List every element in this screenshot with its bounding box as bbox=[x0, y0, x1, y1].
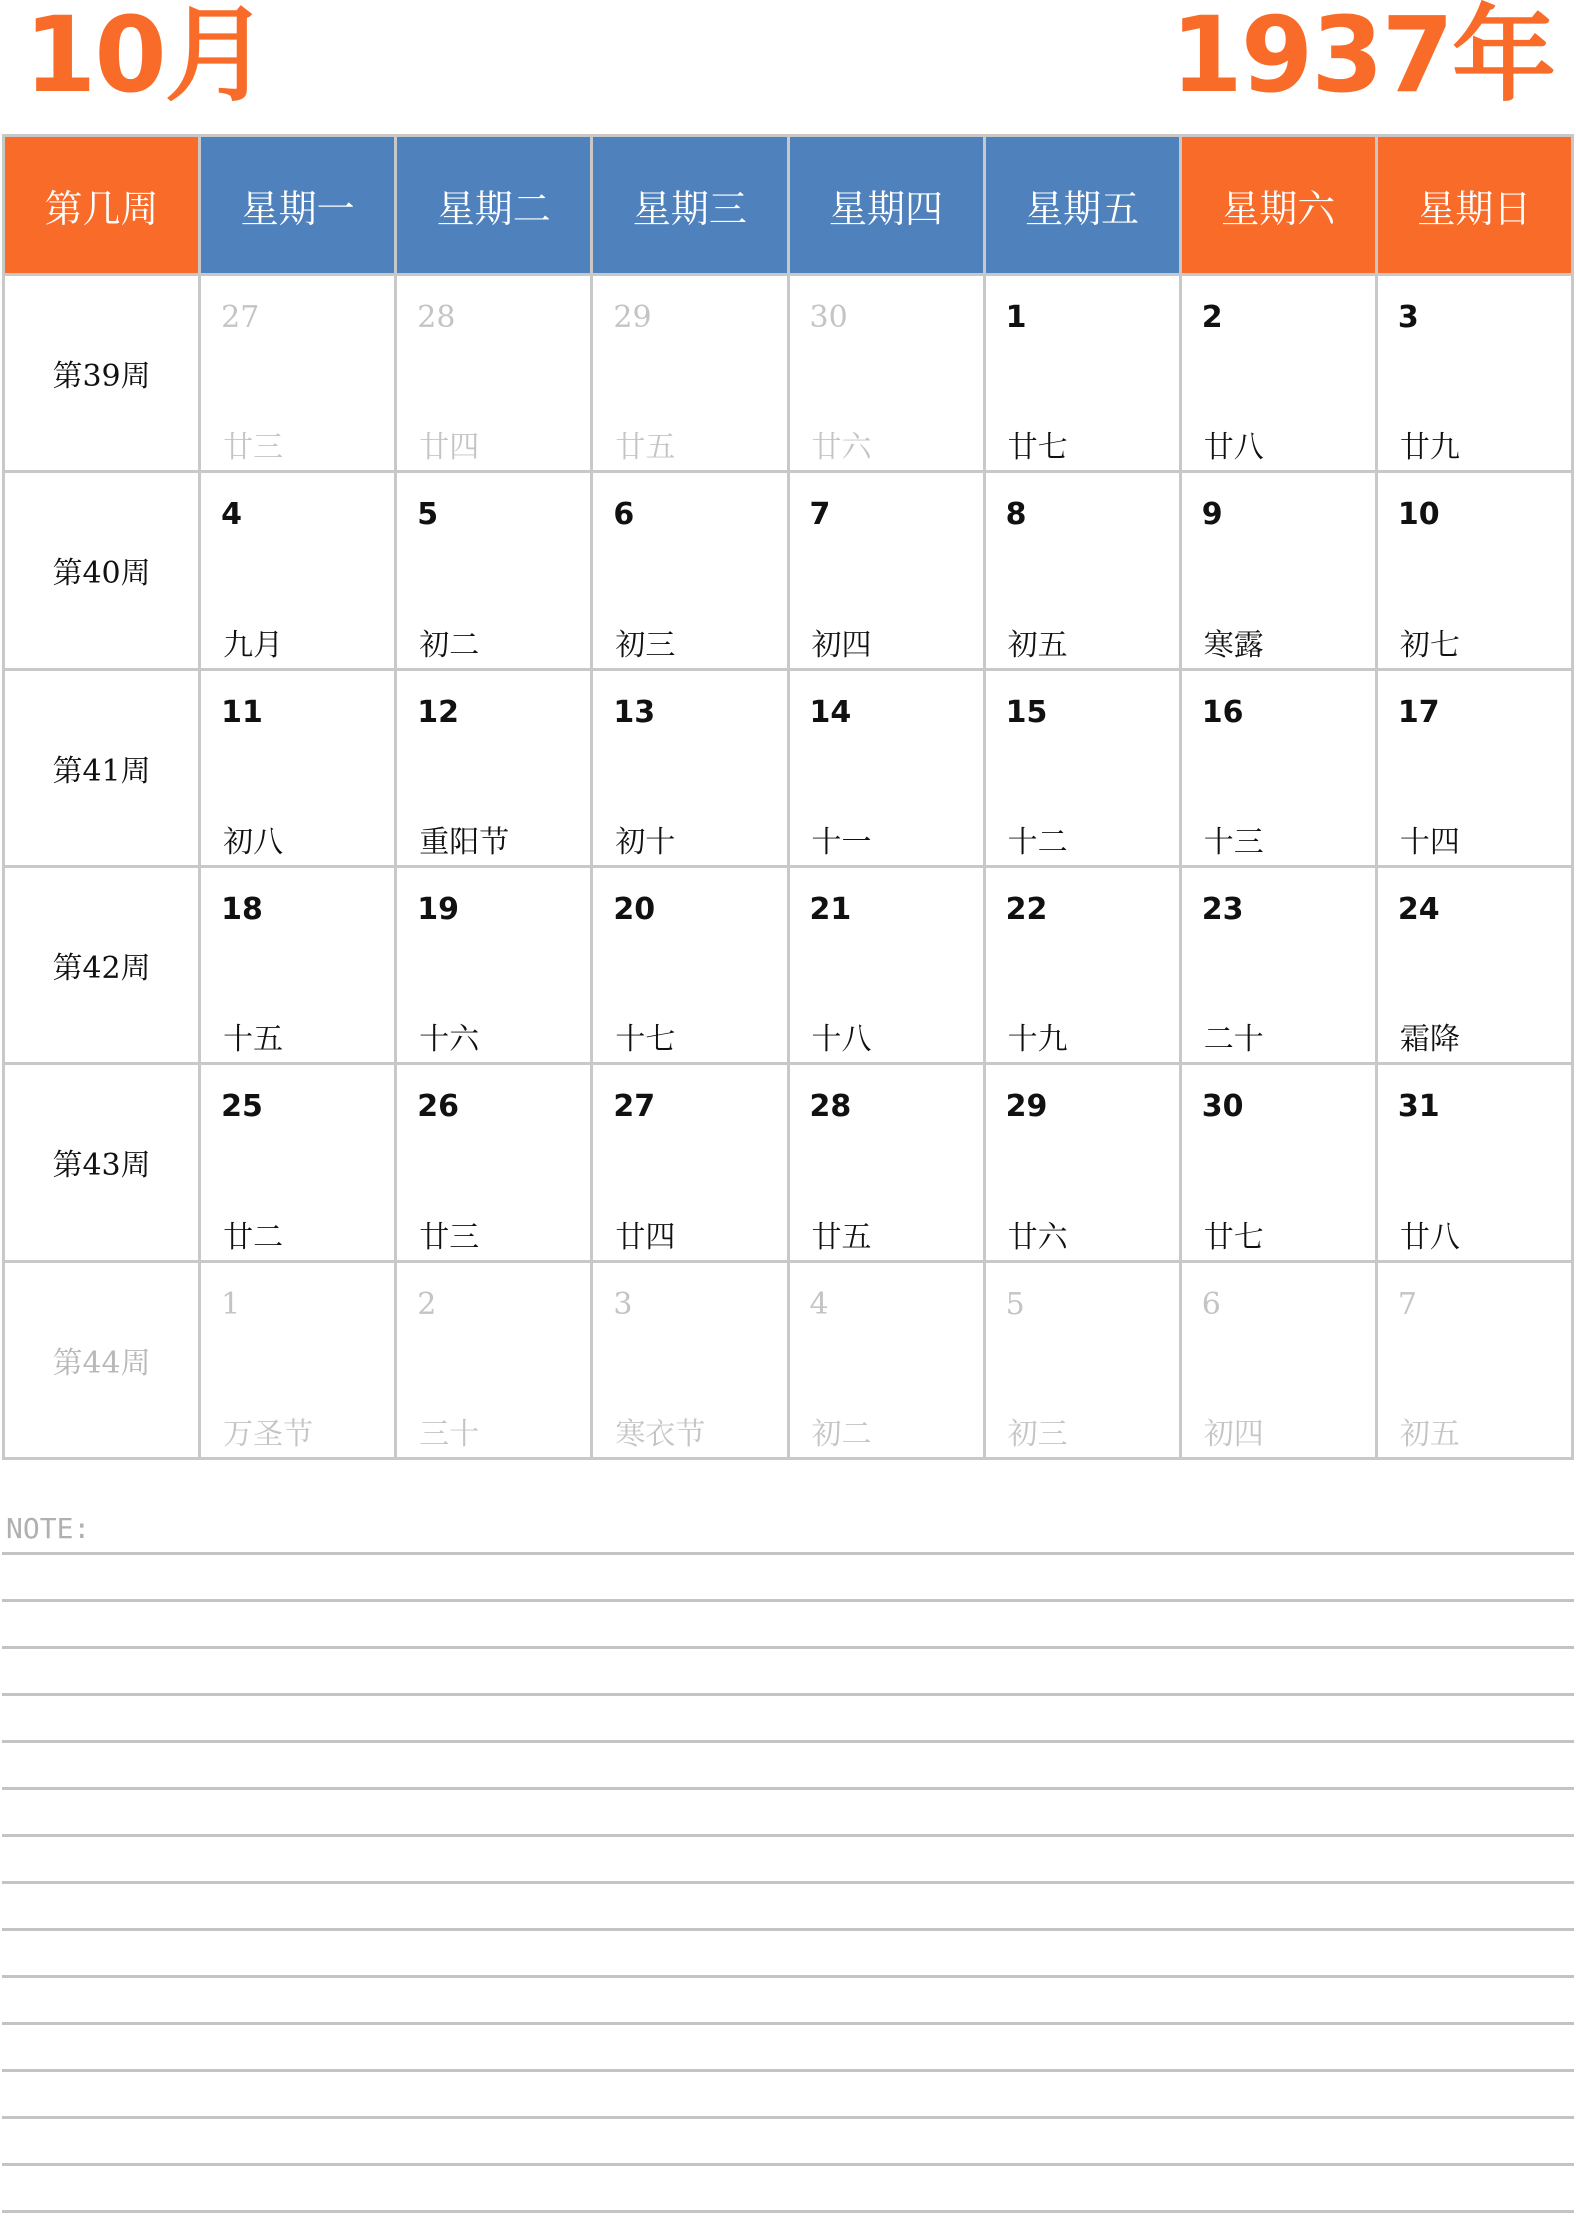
note-line bbox=[2, 1834, 1574, 1837]
day-cell[interactable] bbox=[396, 472, 592, 669]
lunar-date: 十五 bbox=[223, 1022, 284, 1058]
lunar-date: 十四 bbox=[1399, 824, 1460, 860]
day-cell[interactable] bbox=[200, 472, 396, 669]
weekday-header-row bbox=[4, 136, 1573, 275]
day-cell[interactable] bbox=[592, 275, 788, 472]
day-cell[interactable] bbox=[984, 472, 1180, 669]
day-number: 25 bbox=[221, 1089, 263, 1125]
lunar-date: 寒露 bbox=[1203, 627, 1264, 663]
day-number: 7 bbox=[809, 497, 831, 533]
day-number: 29 bbox=[613, 300, 652, 335]
note-line bbox=[2, 1646, 1574, 1649]
note-line bbox=[2, 1599, 1574, 1602]
lunar-date: 初十 bbox=[615, 824, 676, 860]
year-title: 1937年 bbox=[1170, 0, 1554, 116]
day-cell[interactable] bbox=[396, 275, 592, 472]
lunar-date: 霜降 bbox=[1399, 1022, 1460, 1058]
day-number: 29 bbox=[1005, 1089, 1048, 1125]
day-number: 26 bbox=[417, 1089, 459, 1125]
lunar-date: 十六 bbox=[419, 1022, 480, 1058]
header-thursday: 星期四 bbox=[788, 136, 984, 275]
day-cell[interactable] bbox=[984, 669, 1180, 866]
lunar-date: 廿八 bbox=[1203, 430, 1264, 466]
lunar-date: 廿六 bbox=[811, 430, 872, 466]
note-label: NOTE: bbox=[6, 1512, 91, 1545]
day-number: 19 bbox=[417, 891, 459, 927]
note-line bbox=[2, 2069, 1574, 2072]
day-number: 4 bbox=[809, 1286, 829, 1322]
day-cell[interactable] bbox=[788, 472, 984, 669]
day-number: 28 bbox=[809, 1089, 852, 1125]
day-number: 1 bbox=[221, 1286, 241, 1322]
lunar-date: 初五 bbox=[1007, 627, 1068, 663]
week-row bbox=[4, 275, 1573, 472]
note-line bbox=[2, 1975, 1574, 1978]
lunar-date: 廿三 bbox=[419, 1219, 480, 1255]
day-cell[interactable] bbox=[1376, 1261, 1572, 1458]
day-number: 24 bbox=[1397, 891, 1440, 927]
lunar-date: 初五 bbox=[1399, 1417, 1460, 1452]
note-line bbox=[2, 2022, 1574, 2025]
day-cell[interactable] bbox=[984, 866, 1180, 1063]
day-cell[interactable] bbox=[592, 669, 788, 866]
day-cell[interactable] bbox=[1180, 472, 1376, 669]
lunar-date: 初三 bbox=[1007, 1417, 1068, 1452]
day-cell[interactable] bbox=[200, 866, 396, 1063]
lunar-date: 初二 bbox=[811, 1417, 872, 1452]
day-number: 3 bbox=[613, 1286, 633, 1322]
note-line bbox=[2, 2210, 1574, 2213]
lunar-date: 廿五 bbox=[811, 1219, 872, 1255]
day-cell[interactable] bbox=[592, 1064, 788, 1261]
day-cell[interactable] bbox=[200, 1064, 396, 1261]
day-cell[interactable] bbox=[1180, 669, 1376, 866]
lunar-date: 廿四 bbox=[615, 1219, 676, 1255]
week-number-label: 第41周 bbox=[4, 669, 200, 866]
lunar-date: 二十 bbox=[1203, 1022, 1264, 1058]
note-line bbox=[2, 1693, 1574, 1696]
lunar-date: 廿四 bbox=[419, 430, 480, 466]
day-number: 22 bbox=[1005, 891, 1048, 927]
lunar-date: 寒衣节 bbox=[615, 1417, 706, 1452]
day-cell[interactable] bbox=[592, 866, 788, 1063]
day-number: 20 bbox=[613, 891, 656, 927]
day-number: 2 bbox=[1201, 300, 1223, 335]
lunar-date: 十七 bbox=[615, 1022, 676, 1058]
week-row bbox=[4, 866, 1573, 1063]
lunar-date: 廿七 bbox=[1203, 1219, 1264, 1255]
note-line bbox=[2, 1740, 1574, 1743]
day-number: 14 bbox=[809, 694, 852, 730]
lunar-date: 初七 bbox=[1399, 627, 1460, 663]
note-line bbox=[2, 1552, 1574, 1555]
lunar-date: 廿九 bbox=[1399, 430, 1460, 466]
day-number: 13 bbox=[613, 694, 656, 730]
lunar-date: 九月 bbox=[223, 627, 284, 663]
lunar-date: 廿二 bbox=[223, 1219, 284, 1255]
day-number: 27 bbox=[221, 300, 260, 335]
day-cell[interactable] bbox=[788, 275, 984, 472]
note-line bbox=[2, 2116, 1574, 2119]
day-number: 3 bbox=[1397, 300, 1419, 335]
day-cell[interactable] bbox=[984, 275, 1180, 472]
day-cell[interactable] bbox=[592, 472, 788, 669]
week-row bbox=[4, 472, 1573, 669]
week-row bbox=[4, 1064, 1573, 1261]
week-number-label: 第43周 bbox=[4, 1064, 200, 1261]
week-row bbox=[4, 1261, 1573, 1458]
lunar-date: 廿七 bbox=[1007, 430, 1068, 466]
day-number: 17 bbox=[1397, 694, 1440, 730]
week-row bbox=[4, 669, 1573, 866]
day-number: 30 bbox=[809, 300, 848, 335]
header-friday: 星期五 bbox=[984, 136, 1180, 275]
lunar-date: 廿三 bbox=[223, 430, 284, 466]
day-number: 8 bbox=[1005, 497, 1027, 533]
day-cell[interactable] bbox=[788, 866, 984, 1063]
day-cell[interactable] bbox=[1376, 1064, 1572, 1261]
day-cell[interactable] bbox=[1376, 472, 1572, 669]
month-title: 10月 bbox=[24, 0, 267, 116]
day-number: 31 bbox=[1397, 1089, 1440, 1125]
day-cell[interactable] bbox=[200, 669, 396, 866]
header-saturday: 星期六 bbox=[1180, 136, 1376, 275]
day-number: 15 bbox=[1005, 694, 1048, 730]
day-cell[interactable] bbox=[1376, 669, 1572, 866]
header-tuesday: 星期二 bbox=[396, 136, 592, 275]
note-line bbox=[2, 2163, 1574, 2166]
day-number: 16 bbox=[1201, 694, 1244, 730]
header-sunday: 星期日 bbox=[1376, 136, 1572, 275]
lunar-date: 三十 bbox=[419, 1417, 480, 1452]
day-number: 1 bbox=[1005, 300, 1027, 335]
day-cell[interactable] bbox=[1180, 1261, 1376, 1458]
week-number-label: 第42周 bbox=[4, 866, 200, 1063]
day-number: 12 bbox=[417, 694, 459, 730]
header-monday: 星期一 bbox=[200, 136, 396, 275]
lunar-date: 初四 bbox=[811, 627, 872, 663]
day-cell[interactable] bbox=[1180, 1064, 1376, 1261]
day-number: 28 bbox=[417, 300, 456, 335]
note-line bbox=[2, 1928, 1574, 1931]
day-number: 27 bbox=[613, 1089, 656, 1125]
day-number: 11 bbox=[221, 694, 263, 730]
day-cell[interactable] bbox=[984, 1261, 1180, 1458]
week-number-label: 第39周 bbox=[4, 275, 200, 472]
week-number-label: 第40周 bbox=[4, 472, 200, 669]
day-number: 9 bbox=[1201, 497, 1223, 533]
day-number: 4 bbox=[221, 497, 242, 533]
note-line bbox=[2, 1787, 1574, 1790]
day-number: 30 bbox=[1201, 1089, 1244, 1125]
day-number: 6 bbox=[1201, 1286, 1221, 1322]
day-cell[interactable] bbox=[200, 275, 396, 472]
day-number: 23 bbox=[1201, 891, 1244, 927]
day-number: 10 bbox=[1397, 497, 1440, 533]
week-number-label: 第44周 bbox=[4, 1261, 200, 1458]
lunar-date: 十二 bbox=[1007, 824, 1068, 860]
lunar-date: 廿六 bbox=[1007, 1219, 1068, 1255]
day-number: 21 bbox=[809, 891, 852, 927]
day-cell[interactable] bbox=[1180, 275, 1376, 472]
day-cell[interactable] bbox=[1376, 866, 1572, 1063]
header-wednesday: 星期三 bbox=[592, 136, 788, 275]
lunar-date: 初八 bbox=[223, 824, 284, 860]
day-number: 2 bbox=[417, 1286, 437, 1322]
day-number: 18 bbox=[221, 891, 263, 927]
lunar-date: 万圣节 bbox=[223, 1417, 314, 1452]
day-cell[interactable] bbox=[1180, 866, 1376, 1063]
day-cell[interactable] bbox=[984, 1064, 1180, 1261]
day-cell[interactable] bbox=[1376, 275, 1572, 472]
lunar-date: 十三 bbox=[1203, 824, 1264, 860]
lunar-date: 初二 bbox=[419, 627, 480, 663]
header-week-number: 第几周 bbox=[4, 136, 200, 275]
lunar-date: 十一 bbox=[811, 824, 872, 860]
calendar-grid bbox=[2, 134, 1574, 1460]
lunar-date: 廿五 bbox=[615, 430, 676, 466]
lunar-date: 初四 bbox=[1203, 1417, 1264, 1452]
lunar-date: 重阳节 bbox=[419, 824, 510, 860]
note-line bbox=[2, 1881, 1574, 1884]
lunar-date: 十八 bbox=[811, 1022, 872, 1058]
day-number: 5 bbox=[1005, 1286, 1025, 1322]
day-cell[interactable] bbox=[200, 1261, 396, 1458]
day-cell[interactable] bbox=[396, 866, 592, 1063]
day-number: 5 bbox=[417, 497, 439, 533]
day-cell[interactable] bbox=[788, 1261, 984, 1458]
day-cell[interactable] bbox=[396, 1261, 592, 1458]
lunar-date: 廿八 bbox=[1399, 1219, 1460, 1255]
day-number: 6 bbox=[613, 497, 635, 533]
day-cell[interactable] bbox=[592, 1261, 788, 1458]
day-cell[interactable] bbox=[788, 1064, 984, 1261]
day-cell[interactable] bbox=[396, 1064, 592, 1261]
day-number: 7 bbox=[1397, 1286, 1417, 1322]
lunar-date: 初三 bbox=[615, 627, 676, 663]
lunar-date: 十九 bbox=[1007, 1022, 1068, 1058]
day-cell[interactable] bbox=[788, 669, 984, 866]
day-cell[interactable] bbox=[396, 669, 592, 866]
